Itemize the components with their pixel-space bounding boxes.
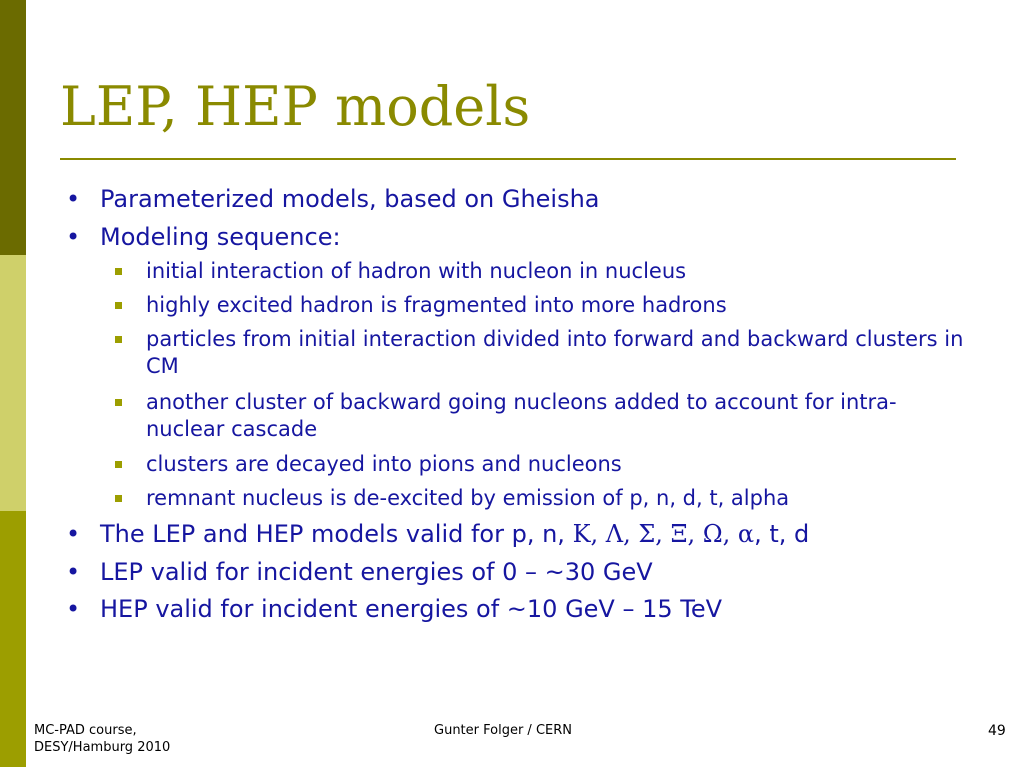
sub-bullet: clusters are decayed into pions and nucleons bbox=[146, 451, 966, 478]
slide-title: LEP, HEP models bbox=[60, 75, 531, 138]
bullet-hep-energies: • HEP valid for incident energies of ~10 GeV – 15 TeV bbox=[100, 594, 722, 624]
bullet-valid-particles bbox=[100, 519, 809, 549]
sub-bullet: initial interaction of hadron with nucleon in nucleus bbox=[146, 258, 966, 285]
bullet-modeling-sequence: • Modeling sequence: bbox=[100, 222, 341, 252]
bullet-lep-energies: • LEP valid for incident energies of 0 – ~30 GeV bbox=[100, 557, 653, 587]
valid-particles-prefix: The LEP and HEP models valid for p, n, bbox=[100, 520, 573, 548]
page-number: 49 bbox=[988, 723, 1006, 739]
bullet-gheisha: • Parameterized models, based on Gheisha bbox=[100, 184, 600, 214]
valid-particles-suffix: , t, d bbox=[754, 520, 810, 548]
greek-particles: Κ, Λ, Σ, Ξ, Ω, α bbox=[572, 520, 755, 548]
sub-bullet: particles from initial interaction divided into forward and backward clusters in CM bbox=[146, 326, 966, 380]
sub-bullet: another cluster of backward going nucleons added to account for intra-nuclear cascade bbox=[146, 389, 966, 443]
footer-author: Gunter Folger / CERN bbox=[434, 723, 572, 738]
sub-bullet: remnant nucleus is de-excited by emission of p, n, d, t, alpha bbox=[146, 485, 966, 512]
footer-course: MC-PAD course, DESY/Hamburg 2010 bbox=[34, 723, 171, 755]
sub-bullet: highly excited hadron is fragmented into more hadrons bbox=[146, 292, 966, 319]
